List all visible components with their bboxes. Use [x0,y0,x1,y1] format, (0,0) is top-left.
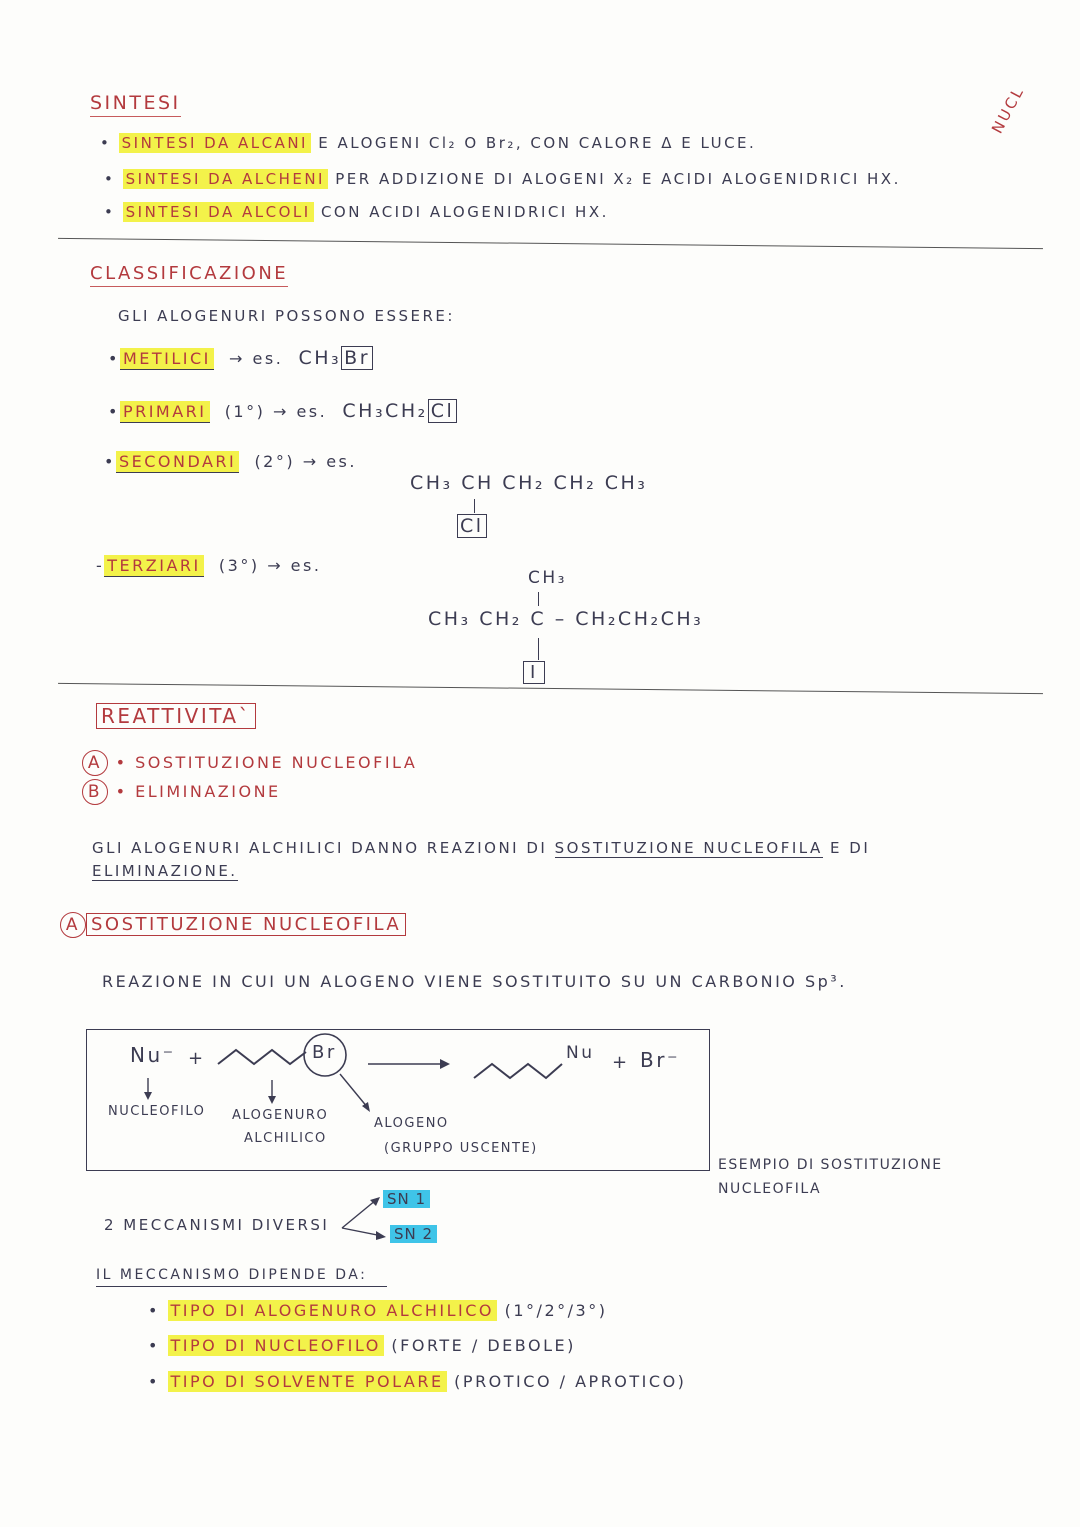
reattivita-b-letter: B [82,779,108,805]
dipende-item-1-text: (1°/2°/3°) [504,1301,608,1320]
scheme-br: Br [312,1042,337,1063]
dipende-item-2-text: (FORTE / DEBOLE) [391,1336,576,1355]
terziari-formula: CH₃ CH₂ C – CH₂CH₂CH₃ [428,608,704,630]
dipende-item-3-highlight: TIPO DI SOLVENTE POLARE [168,1371,447,1392]
meccanismi-label: 2 MECCANISMI DIVERSI [104,1216,330,1234]
primari-formula: CH₃CH₂ [342,400,428,422]
sentence-pre: GLI ALOGENURI ALCHILICI DANNO REAZIONI DI [92,839,548,857]
dipende-item-2-highlight: TIPO DI NUCLEOFILO [168,1335,384,1356]
reattivita-sentence-line2: ELIMINAZIONE. [92,862,238,880]
reattivita-a-text: • SOSTITUZIONE NUCLEOFILA [115,753,418,772]
terziari-label: TERZIARI [104,555,203,577]
sintesi-item-2-text: PER ADDIZIONE DI ALOGENI X₂ E ACIDI ALOGENIDRICI HX. [335,170,901,188]
dipende-item-3-text: (PROTICO / APROTICO) [454,1372,687,1391]
reattivita-b-text: • ELIMINAZIONE [115,782,281,801]
sintesi-item-2-highlight: SINTESI DA ALCHENI [123,169,328,189]
metilici-halogen: Br [341,346,373,370]
sintesi-item-2: • SINTESI DA ALCHENI PER ADDIZIONE DI ALOGENI X₂ E ACIDI ALOGENIDRICI HX. [104,170,901,188]
terziari-arrow: → es. [267,556,322,575]
secondari-degree: (2°) [254,452,296,471]
terziari-halogen: I [523,661,545,684]
label-alogeno-2: (GRUPPO USCENTE) [384,1141,538,1156]
row-primari: • PRIMARI (1°) → es. CH₃CH₂ Cl [108,400,457,422]
metilici-arrow: → es. [229,349,284,368]
example-note-2: NUCLEOFILA [718,1181,822,1197]
reattivita-a-letter: A [82,750,108,776]
metilici-label: METILICI [120,348,214,370]
sintesi-item-3: • SINTESI DA ALCOLI CON ACIDI ALOGENIDRICI HX. [104,203,609,221]
alkyl-chain-product [474,1064,562,1078]
label-alogenuro-1: ALOGENURO [232,1108,329,1123]
reattivita-title: REATTIVITA` [96,703,256,729]
primari-degree: (1°) [224,402,266,421]
sentence-post: E DI [830,839,871,857]
secondari-label: SECONDARI [116,451,239,473]
terziari-degree: (3°) [218,556,260,575]
label-alogenuro-2: ALCHILICO [244,1131,327,1146]
sostituzione-title: SOSTITUZIONE NUCLEOFILA [86,913,406,936]
dipende-item-1-highlight: TIPO DI ALOGENURO ALCHILICO [168,1300,498,1321]
sentence-underlined: SOSTITUZIONE NUCLEOFILA [554,839,823,857]
terziari-top: CH₃ [528,568,567,588]
sintesi-item-1: • SINTESI DA ALCANI E ALOGENI Cl₂ O Br₂, CON CALORE Δ E LUCE. [100,134,757,152]
sintesi-item-3-text: CON ACIDI ALOGENIDRICI HX. [320,203,609,221]
sn2-badge: SN 2 [390,1225,437,1243]
corner-label: NUCL [988,82,1028,137]
sostituzione-letter: A [60,912,86,938]
scheme-nu: Nu⁻ [130,1043,176,1067]
metilici-formula: CH₃ [298,347,342,369]
sintesi-item-1-text: E ALOGENI Cl₂ O Br₂, CON CALORE Δ E LUCE. [318,134,757,152]
dipende-item-3: • TIPO DI SOLVENTE POLARE (PROTICO / APROTICO) [148,1372,687,1391]
scheme-plus-2: + [612,1052,630,1073]
primari-label: PRIMARI [120,401,210,423]
classificazione-intro: GLI ALOGENURI POSSONO ESSERE: [118,307,455,325]
scheme-product-nu: Nu [566,1043,595,1063]
row-terziari: - TERZIARI (3°) → es. [96,556,322,575]
example-note-1: ESEMPIO DI SOSTITUZIONE [718,1157,943,1173]
classificazione-title: CLASSIFICAZIONE [90,263,288,287]
dipende-item-1: • TIPO DI ALOGENURO ALCHILICO (1°/2°/3°) [148,1301,608,1320]
sintesi-item-3-highlight: SINTESI DA ALCOLI [123,202,314,222]
row-metilici: • METILICI → es. CH₃ Br [108,347,373,369]
dipende-title: IL MECCANISMO DIPENDE DA: [96,1267,387,1287]
sostituzione-definition: REAZIONE IN CUI UN ALOGENO VIENE SOSTITUITO SU UN CARBONIO Sp³. [102,972,847,991]
dipende-item-2: • TIPO DI NUCLEOFILO (FORTE / DEBOLE) [148,1336,576,1355]
scheme-br-minus: Br⁻ [640,1048,680,1072]
sintesi-item-1-highlight: SINTESI DA ALCANI [119,133,311,153]
label-alogeno-1: ALOGENO [374,1116,449,1131]
secondari-formula: CH₃ CH CH₂ CH₂ CH₃ [410,472,648,494]
sintesi-title: SINTESI [90,92,181,117]
secondari-arrow: → es. [302,452,357,471]
label-nucleofilo: NUCLEOFILO [108,1104,206,1119]
alkyl-chain-reactant [218,1050,306,1064]
secondari-halogen: Cl [457,514,487,538]
scheme-plus-1: + [188,1048,206,1069]
sn1-badge: SN 1 [383,1190,430,1208]
row-secondari: • SECONDARI (2°) → es. [104,452,357,471]
primari-arrow: → es. [272,402,328,421]
primari-halogen: Cl [428,399,458,423]
